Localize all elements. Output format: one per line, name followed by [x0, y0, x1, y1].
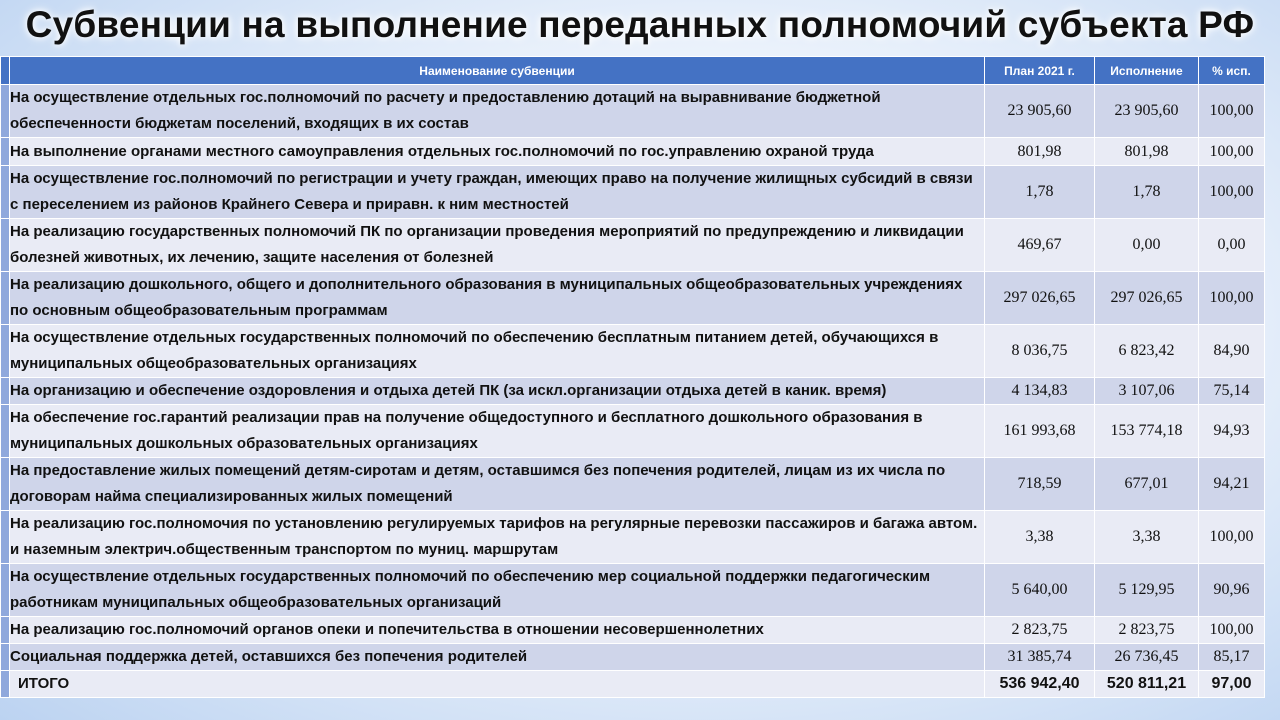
table-row — [1, 138, 1265, 166]
row-name: Социальная поддержка детей, оставшихся без попечения родителей — [10, 644, 985, 671]
row-plan: 801,98 — [985, 138, 1095, 166]
row-plan: 31 385,74 — [985, 644, 1095, 671]
row-plan: 469,67 — [985, 219, 1095, 272]
row-name: На реализацию гос.полномочия по установлению регулируемых тарифов на регулярные перевозки пассажиров и багажа автом. и наземным электрич.общественным транспортом по муниц. маршрутам — [10, 511, 985, 564]
row-stub-cell — [1, 405, 10, 458]
page-title: Субвенции на выполнение переданных полномочий субъекта РФ — [25, 4, 1255, 45]
row-plan: 3,38 — [985, 511, 1095, 564]
row-percent: 94,93 — [1199, 405, 1265, 458]
row-plan: 1,78 — [985, 166, 1095, 219]
row-stub-cell — [1, 458, 10, 511]
row-name: На предоставление жилых помещений детям-сиротам и детям, оставшимся без попечения родителей, лицам из их числа по договорам найма специализированных жилых помещений — [10, 458, 985, 511]
table-row — [1, 617, 1265, 644]
table-row — [1, 378, 1265, 405]
row-execution: 297 026,65 — [1095, 272, 1199, 325]
row-stub-cell — [1, 564, 10, 617]
subventions-table — [0, 56, 1265, 698]
table-row — [1, 511, 1265, 564]
row-plan: 2 823,75 — [985, 617, 1095, 644]
header-percent: % исп. — [1199, 57, 1265, 85]
table-row — [1, 85, 1265, 138]
row-name: На осуществление отдельных гос.полномочий по расчету и предоставлению дотаций на выравнивание бюджетной обеспеченности бюджетам поселений, входящих в их состав — [10, 85, 985, 138]
total-row — [1, 671, 1265, 698]
row-name: На осуществление отдельных государственных полномочий по обеспечению мер социальной поддержки педагогическим работникам муниципальных общеобразовательных организаций — [10, 564, 985, 617]
row-execution: 6 823,42 — [1095, 325, 1199, 378]
table-row — [1, 325, 1265, 378]
table-row — [1, 405, 1265, 458]
row-execution: 153 774,18 — [1095, 405, 1199, 458]
row-stub-cell — [1, 511, 10, 564]
header-plan: План 2021 г. — [985, 57, 1095, 85]
table-row — [1, 644, 1265, 671]
row-percent: 0,00 — [1199, 219, 1265, 272]
row-execution: 23 905,60 — [1095, 85, 1199, 138]
row-percent: 85,17 — [1199, 644, 1265, 671]
row-plan: 297 026,65 — [985, 272, 1095, 325]
row-stub-cell — [1, 617, 10, 644]
row-stub-cell — [1, 219, 10, 272]
row-stub-cell — [1, 378, 10, 405]
row-name: На реализацию государственных полномочий ПК по организации проведения мероприятий по предупреждению и ликвидации болезней животных, их лечению, защите населения от болезней — [10, 219, 985, 272]
row-execution: 801,98 — [1095, 138, 1199, 166]
header-stub-cell — [1, 57, 10, 85]
total-plan: 536 942,40 — [985, 671, 1095, 698]
row-percent: 84,90 — [1199, 325, 1265, 378]
header-name: Наименование субвенции — [10, 57, 985, 85]
row-plan: 8 036,75 — [985, 325, 1095, 378]
row-stub-cell — [1, 325, 10, 378]
row-percent: 100,00 — [1199, 138, 1265, 166]
row-percent: 100,00 — [1199, 166, 1265, 219]
row-execution: 26 736,45 — [1095, 644, 1199, 671]
row-name: На реализацию дошкольного, общего и дополнительного образования в муниципальных общеобразовательных учреждениях по основным общеобразовательным программам — [10, 272, 985, 325]
row-execution: 2 823,75 — [1095, 617, 1199, 644]
row-percent: 100,00 — [1199, 85, 1265, 138]
row-plan: 5 640,00 — [985, 564, 1095, 617]
table-row — [1, 166, 1265, 219]
row-execution: 5 129,95 — [1095, 564, 1199, 617]
row-name: На осуществление гос.полномочий по регистрации и учету граждан, имеющих право на получение жилищных субсидий в связи с переселением из районов Крайнего Севера и приравн. к ним местностей — [10, 166, 985, 219]
total-percent: 97,00 — [1199, 671, 1265, 698]
row-execution: 0,00 — [1095, 219, 1199, 272]
row-stub-cell — [1, 644, 10, 671]
row-name: На реализацию гос.полномочий органов опеки и попечительства в отношении несовершеннолетних — [10, 617, 985, 644]
row-plan: 161 993,68 — [985, 405, 1095, 458]
row-percent: 75,14 — [1199, 378, 1265, 405]
row-execution: 3,38 — [1095, 511, 1199, 564]
table-row — [1, 219, 1265, 272]
row-stub-cell — [1, 138, 10, 166]
row-stub-cell — [1, 85, 10, 138]
row-name: На обеспечение гос.гарантий реализации прав на получение общедоступного и бесплатного дошкольного образования в муниципальных дошкольных образовательных организациях — [10, 405, 985, 458]
row-percent: 100,00 — [1199, 617, 1265, 644]
row-percent: 90,96 — [1199, 564, 1265, 617]
row-stub-cell — [1, 671, 10, 698]
header-execution: Исполнение — [1095, 57, 1199, 85]
row-execution: 3 107,06 — [1095, 378, 1199, 405]
row-plan: 718,59 — [985, 458, 1095, 511]
row-name: На организацию и обеспечение оздоровления и отдыха детей ПК (за искл.организации отдыха детей в каник. время) — [10, 378, 985, 405]
row-execution: 677,01 — [1095, 458, 1199, 511]
row-execution: 1,78 — [1095, 166, 1199, 219]
table-row — [1, 272, 1265, 325]
row-plan: 4 134,83 — [985, 378, 1095, 405]
row-name: На осуществление отдельных государственных полномочий по обеспечению бесплатным питанием детей, обучающихся в муниципальных общеобразовательных организациях — [10, 325, 985, 378]
row-stub-cell — [1, 166, 10, 219]
row-percent: 94,21 — [1199, 458, 1265, 511]
row-plan: 23 905,60 — [985, 85, 1095, 138]
row-stub-cell — [1, 272, 10, 325]
table-header-row — [1, 57, 1265, 85]
table-row — [1, 458, 1265, 511]
row-name: На выполнение органами местного самоуправления отдельных гос.полномочий по гос.управлению охраной труда — [10, 138, 985, 166]
total-execution: 520 811,21 — [1095, 671, 1199, 698]
row-percent: 100,00 — [1199, 272, 1265, 325]
total-label: ИТОГО — [10, 671, 985, 698]
row-percent: 100,00 — [1199, 511, 1265, 564]
table-row — [1, 564, 1265, 617]
